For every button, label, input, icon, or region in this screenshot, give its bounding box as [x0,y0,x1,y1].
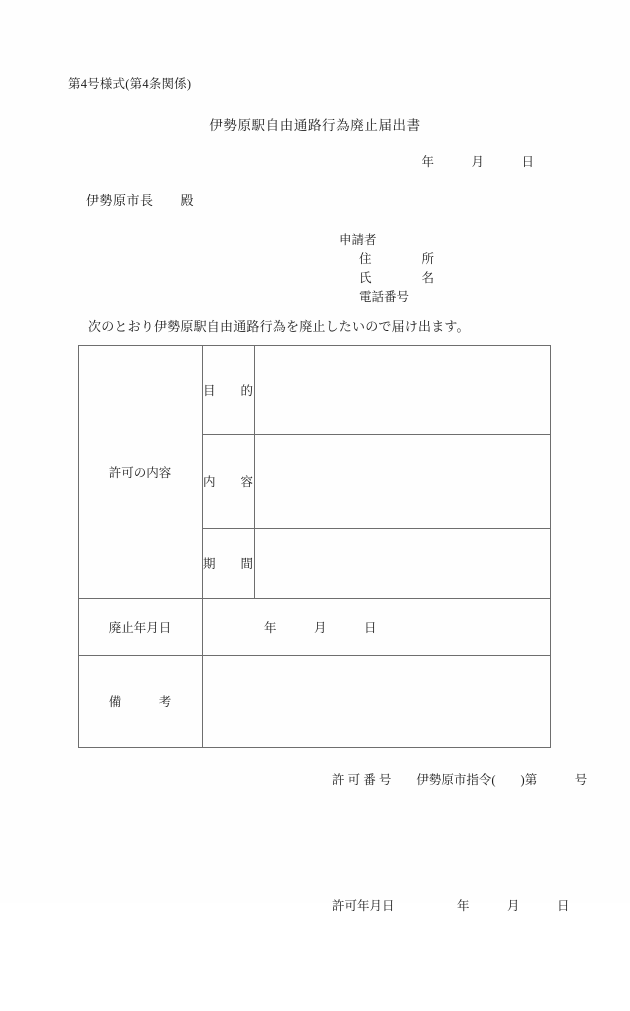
remarks-value-cell[interactable] [202,655,588,913]
body-sentence: 次のとおり伊勢原駅自由通路行為を廃止したいので届け出ます。 [88,319,470,334]
submission-date-line: 年 月 日 [421,155,534,169]
application-table [78,345,588,913]
page-title: 伊勢原駅自由通路行為廃止届出書 [209,118,421,133]
permit-date-line: 許可年月日 年 月 日 [332,899,570,913]
remarks-lines [332,675,587,1011]
applicant-address-label: 住 所 [359,252,435,266]
permit-content-label: 許可の内容 [108,465,172,480]
remarks-label: 備 考 [108,695,172,709]
abolition-date-label-cell [78,598,202,655]
abolition-date-value-cell[interactable] [202,598,550,655]
applicant-heading: 申請者 [339,233,377,247]
applicant-name-label: 氏 名 [359,271,435,285]
purpose-value-cell[interactable] [254,345,550,434]
purpose-label-cell [202,345,254,434]
details-label: 内 容 [202,475,253,489]
applicant-phone-label: 電話番号 [359,290,410,304]
remarks-label-cell [78,655,202,747]
purpose-label: 目 的 [202,383,253,398]
permit-number-line: 許 可 番 号 伊勢原市指令( )第 号 [332,773,588,787]
abolition-date-value: 年 月 日 [264,620,377,635]
addressee: 伊勢原市長 殿 [86,193,195,208]
details-value-cell[interactable] [254,434,550,528]
applicant-block [339,231,434,307]
period-label-cell [202,528,254,598]
period-value-cell[interactable] [254,528,550,598]
form-code: 第4号様式(第4条関係) [68,77,192,91]
abolition-date-label: 廃止年月日 [108,620,172,635]
period-label: 期 間 [202,557,253,571]
permit-content-label-cell [78,345,202,598]
details-label-cell [202,434,254,528]
